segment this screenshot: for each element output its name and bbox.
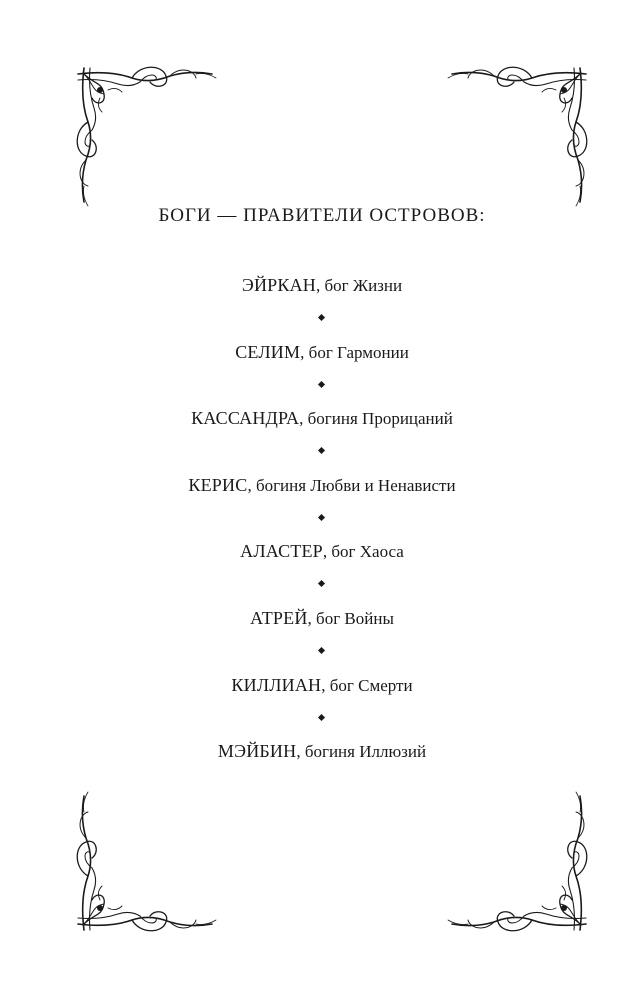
separator xyxy=(0,562,644,607)
god-title: , бог Гармонии xyxy=(300,342,409,362)
god-title: , богиня Любви и Ненависти xyxy=(247,475,456,495)
list-item xyxy=(0,740,644,762)
god-name: КЕРИС xyxy=(188,474,248,495)
list-item xyxy=(0,540,644,562)
god-name: МЭЙБИН xyxy=(217,741,297,762)
god-name: АТРЕЙ xyxy=(250,607,308,628)
separator xyxy=(0,696,644,741)
list-item xyxy=(0,474,644,496)
god-name: ЭЙРКАН xyxy=(241,275,316,295)
corner-ornament-bottom-right xyxy=(444,788,594,938)
separator xyxy=(0,363,644,408)
god-title: , бог Смерти xyxy=(321,675,413,695)
diamond-icon xyxy=(318,381,325,388)
corner-ornament-top-left xyxy=(70,60,220,210)
list-item xyxy=(0,274,644,296)
list-item xyxy=(0,407,644,429)
gods-list xyxy=(0,274,644,762)
ornamental-flourish-icon xyxy=(70,788,220,938)
separator xyxy=(0,429,644,474)
corner-ornament-top-right xyxy=(444,60,594,210)
diamond-icon xyxy=(318,647,325,654)
god-title: , бог Войны xyxy=(307,608,394,628)
god-title: , богиня Прорицаний xyxy=(299,409,453,429)
list-item xyxy=(0,341,644,363)
diamond-icon xyxy=(318,714,325,721)
god-name: КАССАНДРА xyxy=(191,408,300,429)
diamond-icon xyxy=(318,514,325,521)
god-title: , бог Жизни xyxy=(315,276,403,295)
separator xyxy=(0,296,644,341)
separator xyxy=(0,496,644,541)
separator xyxy=(0,629,644,674)
god-name: СЕЛИМ xyxy=(235,341,301,362)
diamond-icon xyxy=(318,580,325,587)
page-heading: БОГИ — ПРАВИТЕЛИ ОСТРОВОВ: xyxy=(158,205,486,226)
diamond-icon xyxy=(318,314,325,321)
diamond-icon xyxy=(318,447,325,454)
list-item xyxy=(0,607,644,629)
corner-ornament-bottom-left xyxy=(70,788,220,938)
ornamental-flourish-icon xyxy=(444,788,594,938)
god-title: , бог Хаоса xyxy=(322,542,404,562)
ornamental-flourish-icon xyxy=(70,60,220,210)
god-title: , богиня Иллюзий xyxy=(296,742,427,762)
list-item xyxy=(0,674,644,696)
ornamental-flourish-icon xyxy=(444,60,594,210)
god-name: КИЛЛИАН xyxy=(231,674,322,695)
god-name: АЛАСТЕР xyxy=(240,541,323,562)
